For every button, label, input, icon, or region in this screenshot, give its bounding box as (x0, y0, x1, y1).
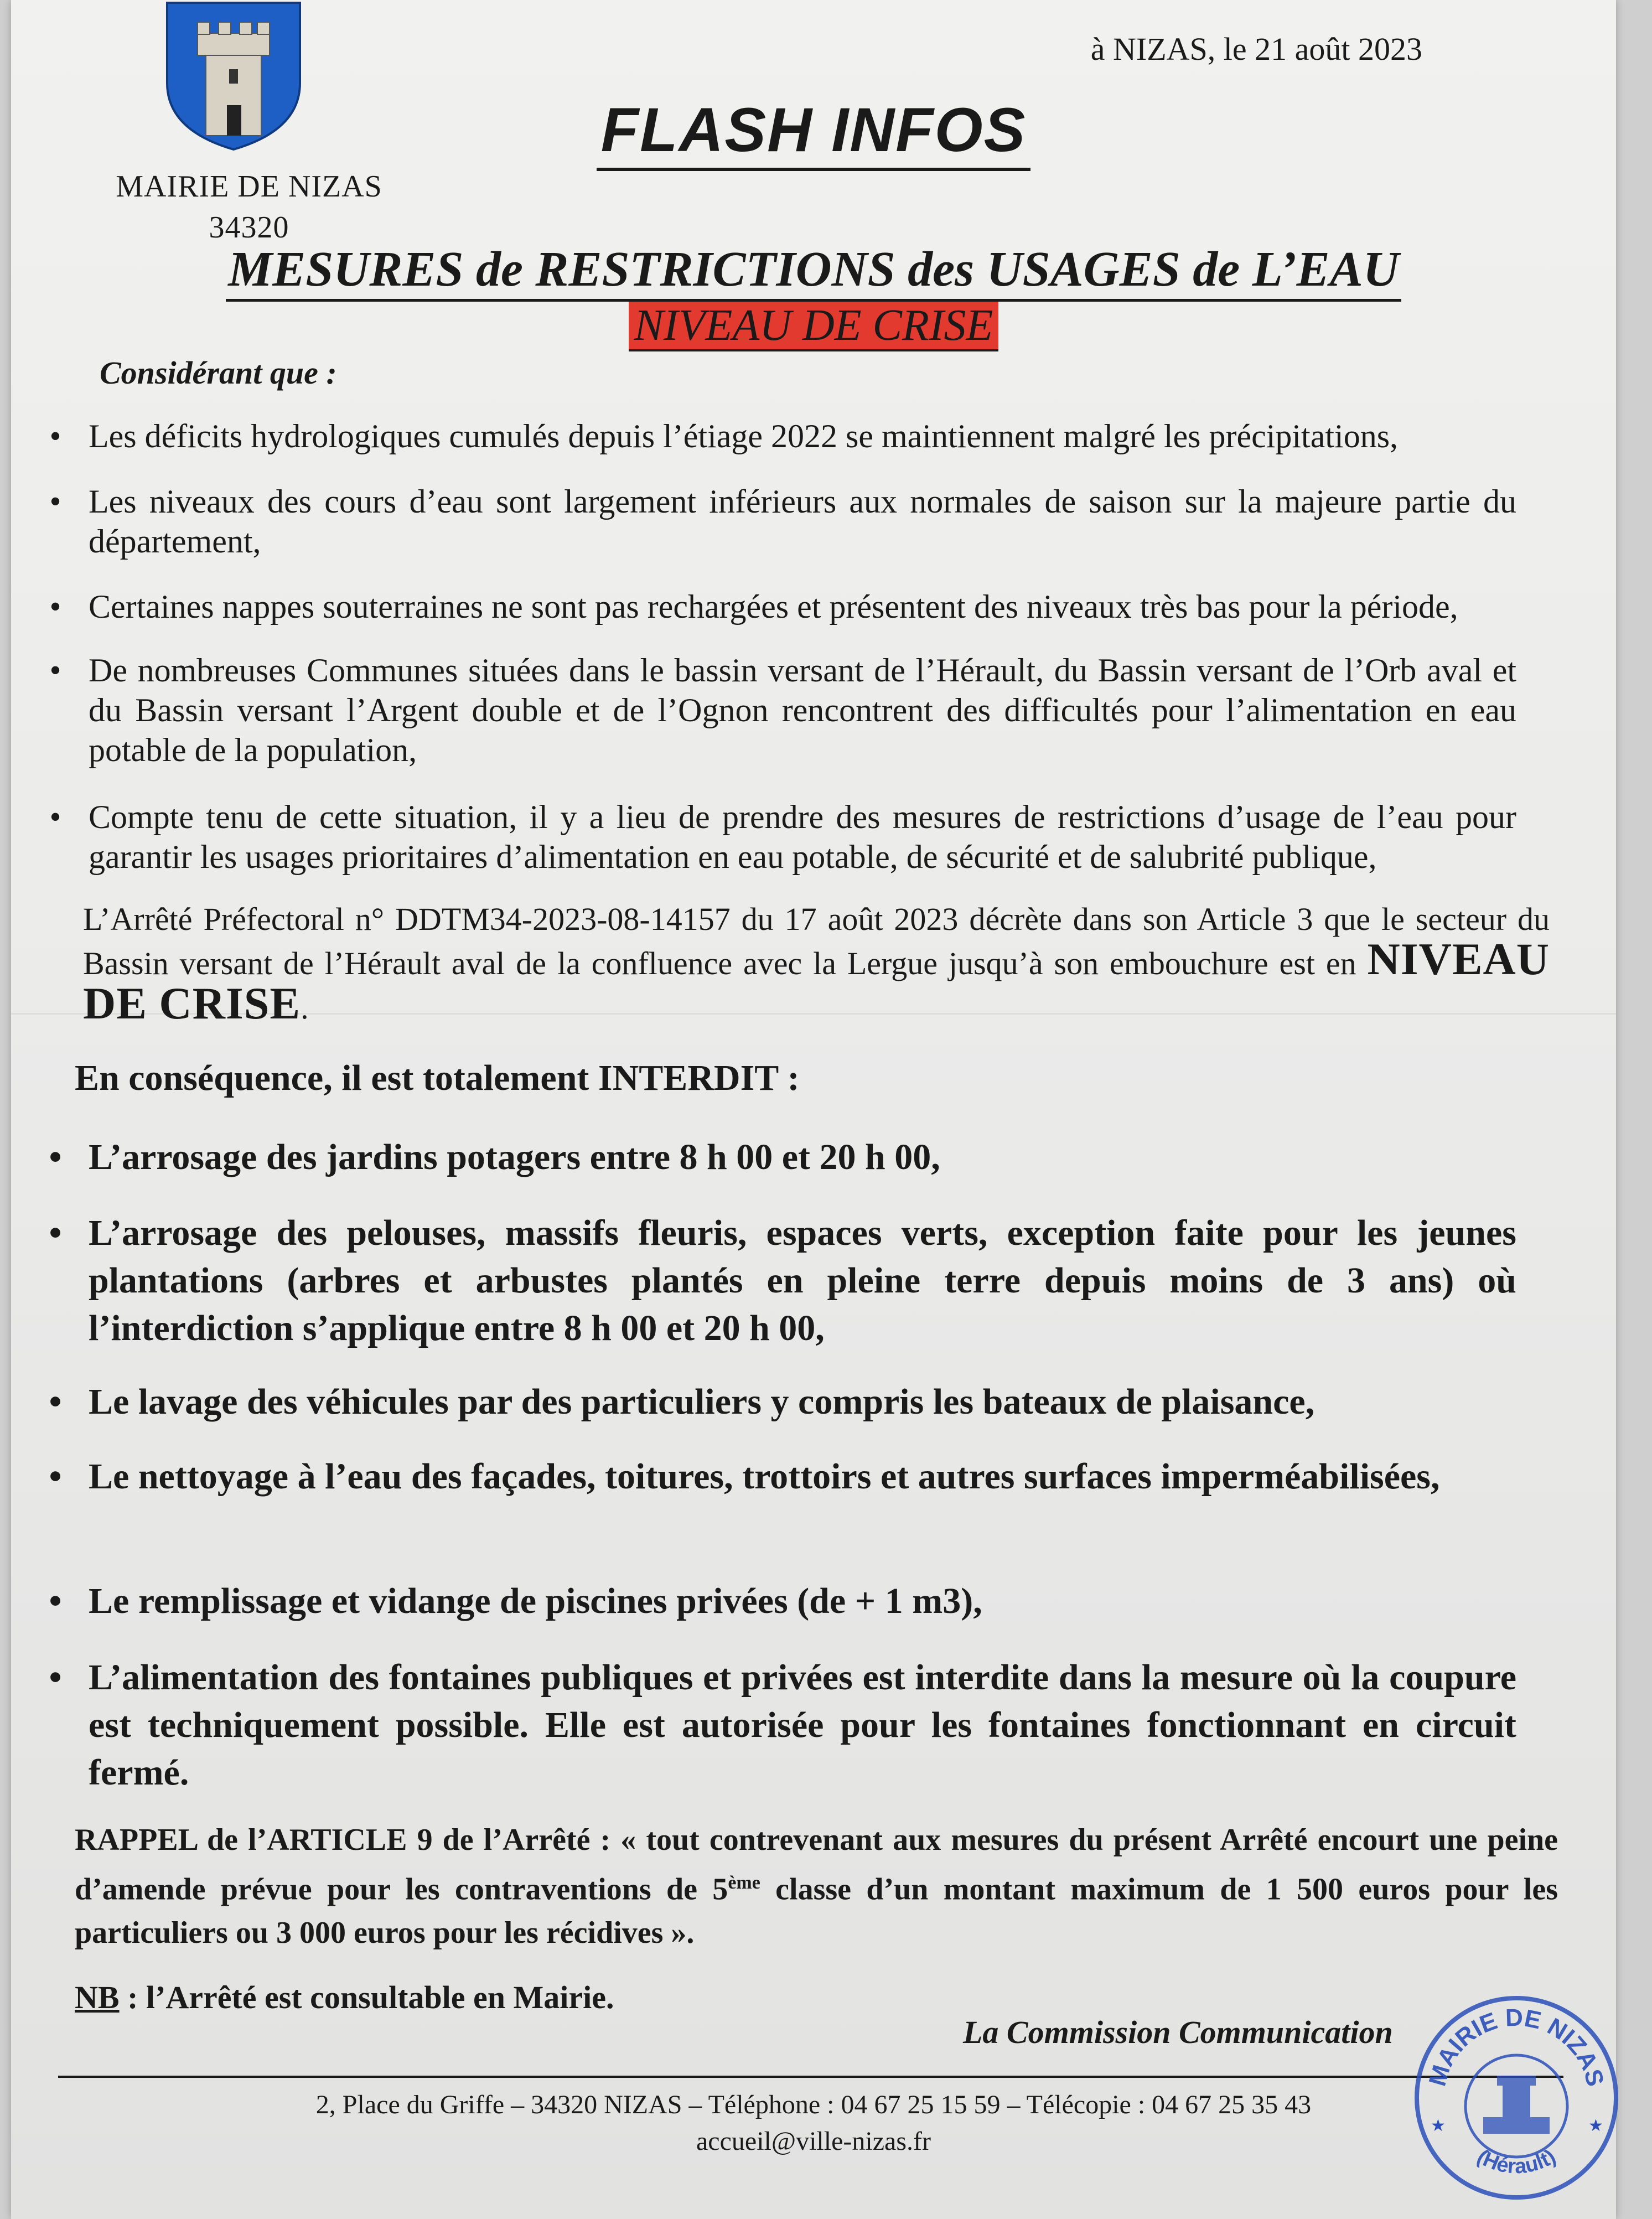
stamp-bottom-text: (Hérault) (1473, 2145, 1560, 2179)
signature: La Commission Communication (963, 2014, 1393, 2050)
mairie-postcode: 34320 (209, 210, 289, 245)
document-date: à NIZAS, le 21 août 2023 (1090, 31, 1422, 67)
arrete-text: L’Arrêté Préfectoral n° DDTM34-2023-08-14157 du 17 août 2023 décrète dans son Article 3 que le secteur du Bassin versant de l’Hérault aval de la confluence avec la Lergue jusqu’à son embouchure est en (83, 901, 1550, 981)
rappel-sup: ème (728, 1873, 760, 1893)
arrete-paragraph (83, 899, 1550, 1028)
considerant-item (33, 416, 1516, 456)
considerant-label: Considérant que : (100, 355, 337, 391)
rappel-article-9 (75, 1818, 1558, 1954)
considerant-item-text: De nombreuses Communes situées dans le bassin versant de l’Hérault, du Bassin versant de l’Orb aval et du Bassin versant l’Argent double et de l’Ognon rencontrent des difficultés pour l’alimentation en eau potable de la population, (89, 652, 1516, 768)
nb-label: NB (75, 1979, 120, 2015)
bullet-icon: • (49, 1382, 62, 1422)
considerant-item-text: Compte tenu de cette situation, il y a lieu de prendre des mesures de restrictions d’usage de l’eau pour garantir les usages prioritaires d’alimentation en eau potable, de sécurité et de salubrité publique, (89, 799, 1516, 875)
footer-email[interactable]: accueil@ville-nizas.fr (696, 2127, 931, 2156)
bullet-icon: • (49, 1137, 62, 1177)
arrete-level: NIVEAU DE CRISE (83, 934, 1550, 1028)
interdiction-item (33, 1209, 1516, 1352)
interdiction-item (33, 1654, 1516, 1797)
interdiction-item-text: Le lavage des véhicules par des particuliers y compris les bateaux de plaisance, (89, 1382, 1315, 1422)
bullet-icon: • (49, 799, 61, 835)
mairie-stamp-icon (1406, 1987, 1627, 2208)
rappel-text-1: RAPPEL de l’ARTICLE 9 de l’Arrêté : « tout contrevenant aux mesures du présent Arrêté encourt une peine d’amende prévue pour les contraventions de 5 (75, 1823, 1558, 1907)
considerant-item (33, 650, 1516, 770)
interdiction-item-text: L’alimentation des fontaines publiques et privées est interdite dans la mesure où la coupure est techniquement possible. Elle est autorisée pour les fontaines fonctionnant en circuit fermé. (89, 1657, 1516, 1793)
flash-infos-title: FLASH INFOS (597, 94, 1031, 171)
nb-text: : l’Arrêté est consultable en Mairie. (119, 1979, 614, 2015)
main-title-block (11, 241, 1616, 302)
footer-address: 2, Place du Griffe – 34320 NIZAS – Téléphone : 04 67 25 15 59 – Télécopie : 04 67 25 35 43 (315, 2090, 1312, 2119)
mairie-address-block (94, 166, 404, 248)
bullet-icon: • (49, 1213, 62, 1253)
interdiction-item-text: L’arrosage des jardins potagers entre 8 h 00 et 20 h 00, (89, 1137, 940, 1177)
interdiction-item (33, 1577, 1516, 1625)
flash-infos-heading (11, 94, 1616, 171)
interdiction-item (33, 1378, 1516, 1426)
svg-text:★: ★ (1431, 2117, 1446, 2135)
interdiction-item-text: Le nettoyage à l’eau des façades, toitures, trottoirs et autres surfaces imperméabilisées, (89, 1456, 1440, 1497)
bullet-icon: • (49, 1657, 62, 1698)
crise-banner (11, 302, 1616, 351)
considerant-item-text: Les niveaux des cours d’eau sont largement inférieurs aux normales de saison sur la majeure partie du département, (89, 483, 1516, 560)
crise-label: NIVEAU DE CRISE (629, 302, 999, 351)
stamp-top-text: MAIRIE DE NIZAS (1423, 2004, 1609, 2089)
main-title: MESURES de RESTRICTIONS des USAGES de L’EAU (226, 241, 1401, 302)
considerant-item-text: Certaines nappes souterraines ne sont pas rechargées et présentent des niveaux très bas pour la période, (89, 588, 1458, 625)
interdiction-item-text: Le remplissage et vidange de piscines privées (de + 1 m3), (89, 1581, 982, 1621)
bullet-icon: • (49, 588, 61, 625)
interdiction-item-text: L’arrosage des pelouses, massifs fleuris, espaces verts, exception faite pour les jeunes plantations (arbres et arbustes plantés en pleine terre depuis moins de 3 ans) où l’interdiction s’applique entre 8 h 00 et 20 h 00, (89, 1213, 1516, 1348)
bullet-icon: • (49, 1581, 62, 1621)
considerant-item (33, 482, 1516, 561)
interdiction-item (33, 1134, 1516, 1181)
considerant-item (33, 797, 1516, 877)
svg-text:★: ★ (1588, 2117, 1603, 2135)
bullet-icon: • (49, 1456, 62, 1497)
interdiction-item (33, 1453, 1516, 1501)
arrete-end: . (301, 990, 309, 1026)
flyer-page (11, 0, 1616, 2219)
interdit-heading: En conséquence, il est totalement INTERDIT : (75, 1058, 800, 1098)
bullet-icon: • (49, 652, 61, 689)
bullet-icon: • (49, 418, 61, 454)
bullet-icon: • (49, 483, 61, 520)
footer-divider (58, 2076, 1563, 2078)
rappel-text-2: classe d’un montant maximum de 1 500 euros pour les particuliers ou 3 000 euros pour les récidives ». (75, 1872, 1558, 1950)
considerant-item (33, 587, 1516, 627)
mairie-name: MAIRIE DE NIZAS (116, 169, 382, 204)
nb-note (75, 1979, 614, 2016)
footer (11, 2087, 1616, 2160)
svg-text:(Hérault) (1473, 2145, 1560, 2178)
considerant-item-text: Les déficits hydrologiques cumulés depuis l’étiage 2022 se maintiennent malgré les précipitations, (89, 418, 1399, 454)
